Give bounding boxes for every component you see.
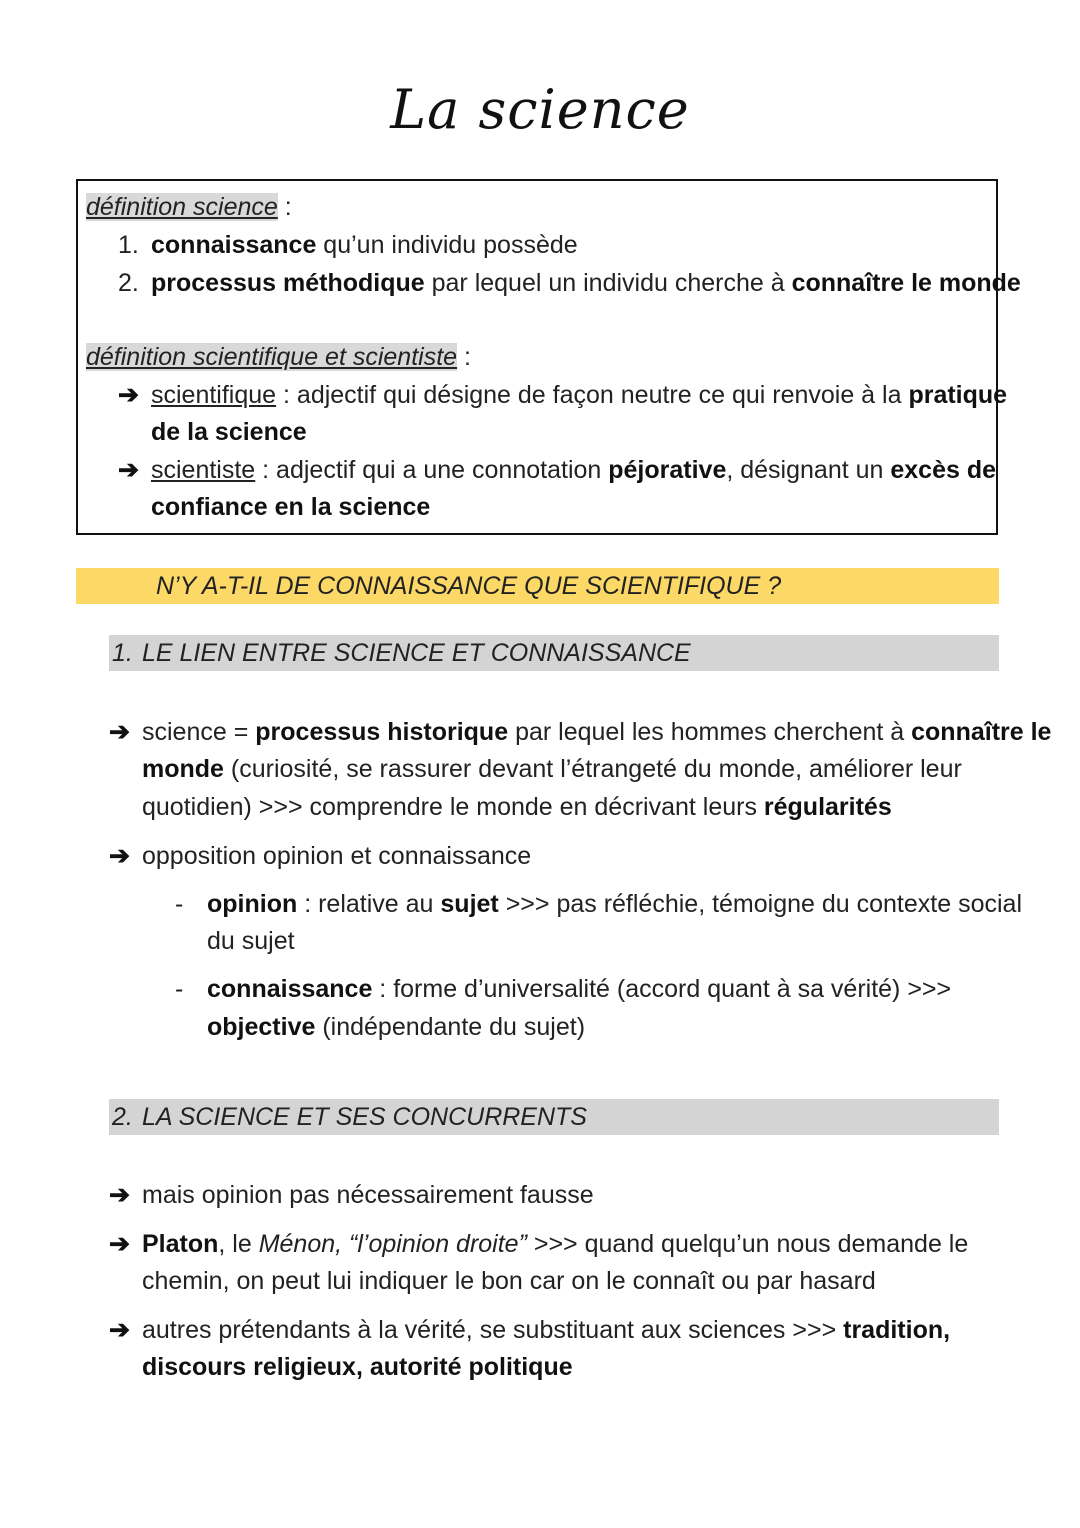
definition-science-heading: définition science : bbox=[86, 193, 292, 221]
opinion-definition-line2: du sujet bbox=[207, 927, 295, 955]
science-paragraph-line3: quotidien) >>> comprendre le monde en décrivant leurs régularités bbox=[142, 793, 892, 821]
scientifique-definition-line2: de la science bbox=[151, 418, 307, 446]
opposition-paragraph: opposition opinion et connaissance bbox=[142, 842, 532, 870]
section-2-title: LA SCIENCE ET SES CONCURRENTS bbox=[142, 1103, 587, 1131]
section-1-title: LE LIEN ENTRE SCIENCE ET CONNAISSANCE bbox=[142, 639, 691, 667]
science-paragraph-line2: monde (curiosité, se rassurer devant l’étrangeté du monde, améliorer leur bbox=[142, 755, 962, 783]
question-heading: N’Y A-T-IL DE CONNAISSANCE QUE SCIENTIFIQUE ? bbox=[156, 572, 782, 600]
arrow-right-icon: ➔ bbox=[118, 381, 139, 409]
definition-item-1: connaissance qu’un individu possède bbox=[151, 231, 578, 259]
list-number-2: 2. bbox=[118, 269, 139, 297]
scientifique-definition: scientifique : adjectif qui désigne de façon neutre ce qui renvoie à la pratique bbox=[151, 381, 1008, 409]
arrow-right-icon: ➔ bbox=[109, 1316, 130, 1344]
competitors-paragraph-line2: discours religieux, autorité politique bbox=[142, 1353, 573, 1381]
scientiste-definition-line2: confiance en la science bbox=[151, 493, 431, 521]
list-number-1: 1. bbox=[118, 231, 139, 259]
page-title: La science bbox=[390, 78, 690, 141]
arrow-right-icon: ➔ bbox=[118, 456, 139, 484]
scientiste-definition: scientiste : adjectif qui a une connotation péjorative, désignant un excès de bbox=[151, 456, 997, 484]
opinion-definition: opinion : relative au sujet >>> pas réfléchie, témoigne du contexte social bbox=[207, 890, 1022, 918]
science-paragraph: science = processus historique par lequel les hommes cherchent à connaître le bbox=[142, 718, 1052, 746]
connaissance-definition: connaissance : forme d’universalité (accord quant à sa vérité) >>> bbox=[207, 975, 952, 1003]
section-2-number: 2. bbox=[112, 1103, 133, 1131]
connaissance-definition-line2: objective (indépendante du sujet) bbox=[207, 1013, 586, 1041]
arrow-right-icon: ➔ bbox=[109, 1230, 130, 1258]
arrow-right-icon: ➔ bbox=[109, 1181, 130, 1209]
dash-bullet: - bbox=[175, 975, 184, 1003]
opinion-not-false-paragraph: mais opinion pas nécessairement fausse bbox=[142, 1181, 594, 1209]
definition-item-2: processus méthodique par lequel un individu cherche à connaître le monde bbox=[151, 269, 1021, 297]
platon-paragraph-line2: chemin, on peut lui indiquer le bon car on le connaît ou par hasard bbox=[142, 1267, 876, 1295]
definition-scientifique-heading: définition scientifique et scientiste : bbox=[86, 343, 471, 371]
dash-bullet: - bbox=[175, 890, 184, 918]
section-1-number: 1. bbox=[112, 639, 133, 667]
platon-paragraph: Platon, le Ménon, “l’opinion droite” >>> quand quelqu’un nous demande le bbox=[142, 1230, 969, 1258]
competitors-paragraph: autres prétendants à la vérité, se substituant aux sciences >>> tradition, bbox=[142, 1316, 951, 1344]
arrow-right-icon: ➔ bbox=[109, 718, 130, 746]
arrow-right-icon: ➔ bbox=[109, 842, 130, 870]
